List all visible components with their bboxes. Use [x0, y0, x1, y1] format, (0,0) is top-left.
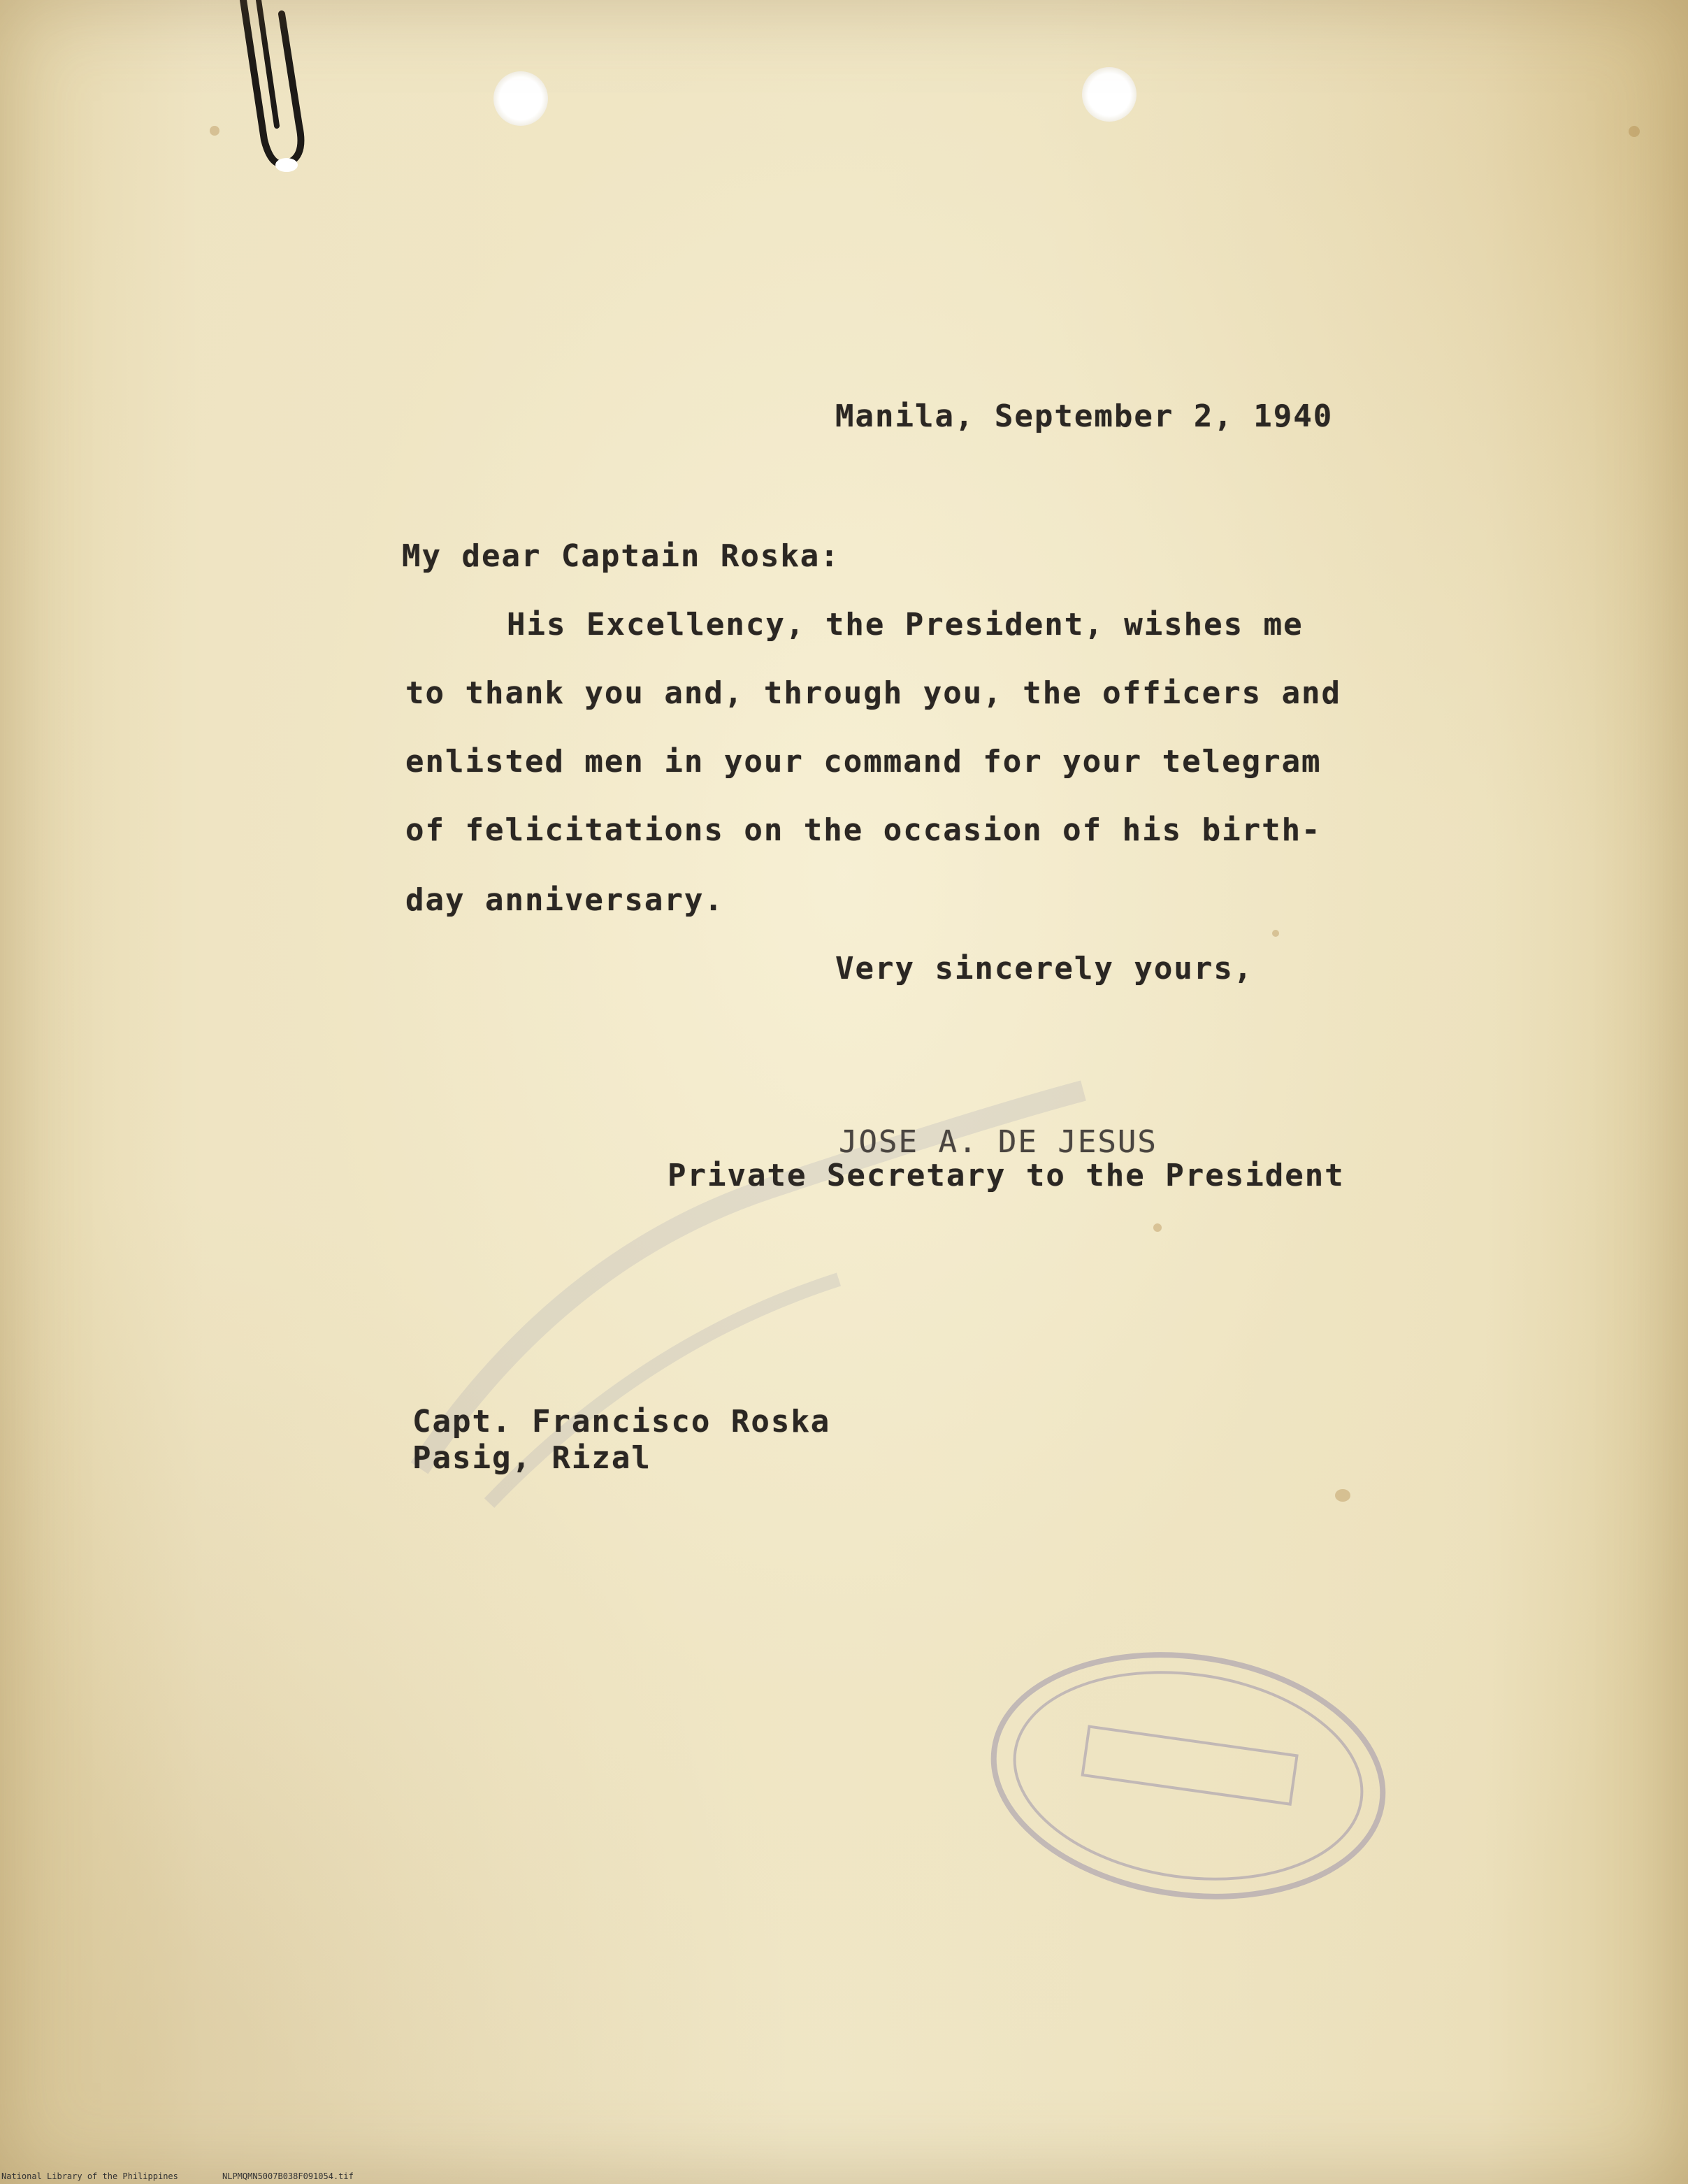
paper-stain: [1335, 1489, 1350, 1502]
closing: Very sincerely yours,: [835, 951, 1254, 986]
footer-filename: NLPMQMN5007B038F091054.tif: [222, 2171, 354, 2181]
punch-hole-left: [493, 71, 548, 126]
footer-credit: National Library of the Philippines: [1, 2171, 178, 2181]
punch-hole-right: [1082, 67, 1137, 122]
received-stamp: [979, 1636, 1398, 1916]
paper-stain: [210, 126, 219, 136]
signer-title: Private Secretary to the President: [668, 1158, 1345, 1193]
paper-stain: [1629, 126, 1640, 137]
paper-clip-icon: [222, 0, 313, 175]
body-line: of felicitations on the occasion of his birth-: [405, 812, 1322, 848]
signer-name: JOSE A. DE JESUS: [839, 1124, 1157, 1160]
paper-stain: [1272, 930, 1279, 937]
paper-stain: [1153, 1223, 1162, 1232]
body-line: day anniversary.: [405, 882, 724, 918]
recipient-name: Capt. Francisco Roska: [412, 1404, 831, 1439]
salutation: My dear Captain Roska:: [402, 538, 840, 574]
dateline: Manila, September 2, 1940: [835, 398, 1334, 434]
body-line: enlisted men in your command for your telegram: [405, 744, 1322, 780]
body-line: His Excellency, the President, wishes me: [507, 607, 1304, 642]
recipient-location: Pasig, Rizal: [412, 1440, 651, 1476]
body-line: to thank you and, through you, the officers and: [405, 675, 1342, 711]
